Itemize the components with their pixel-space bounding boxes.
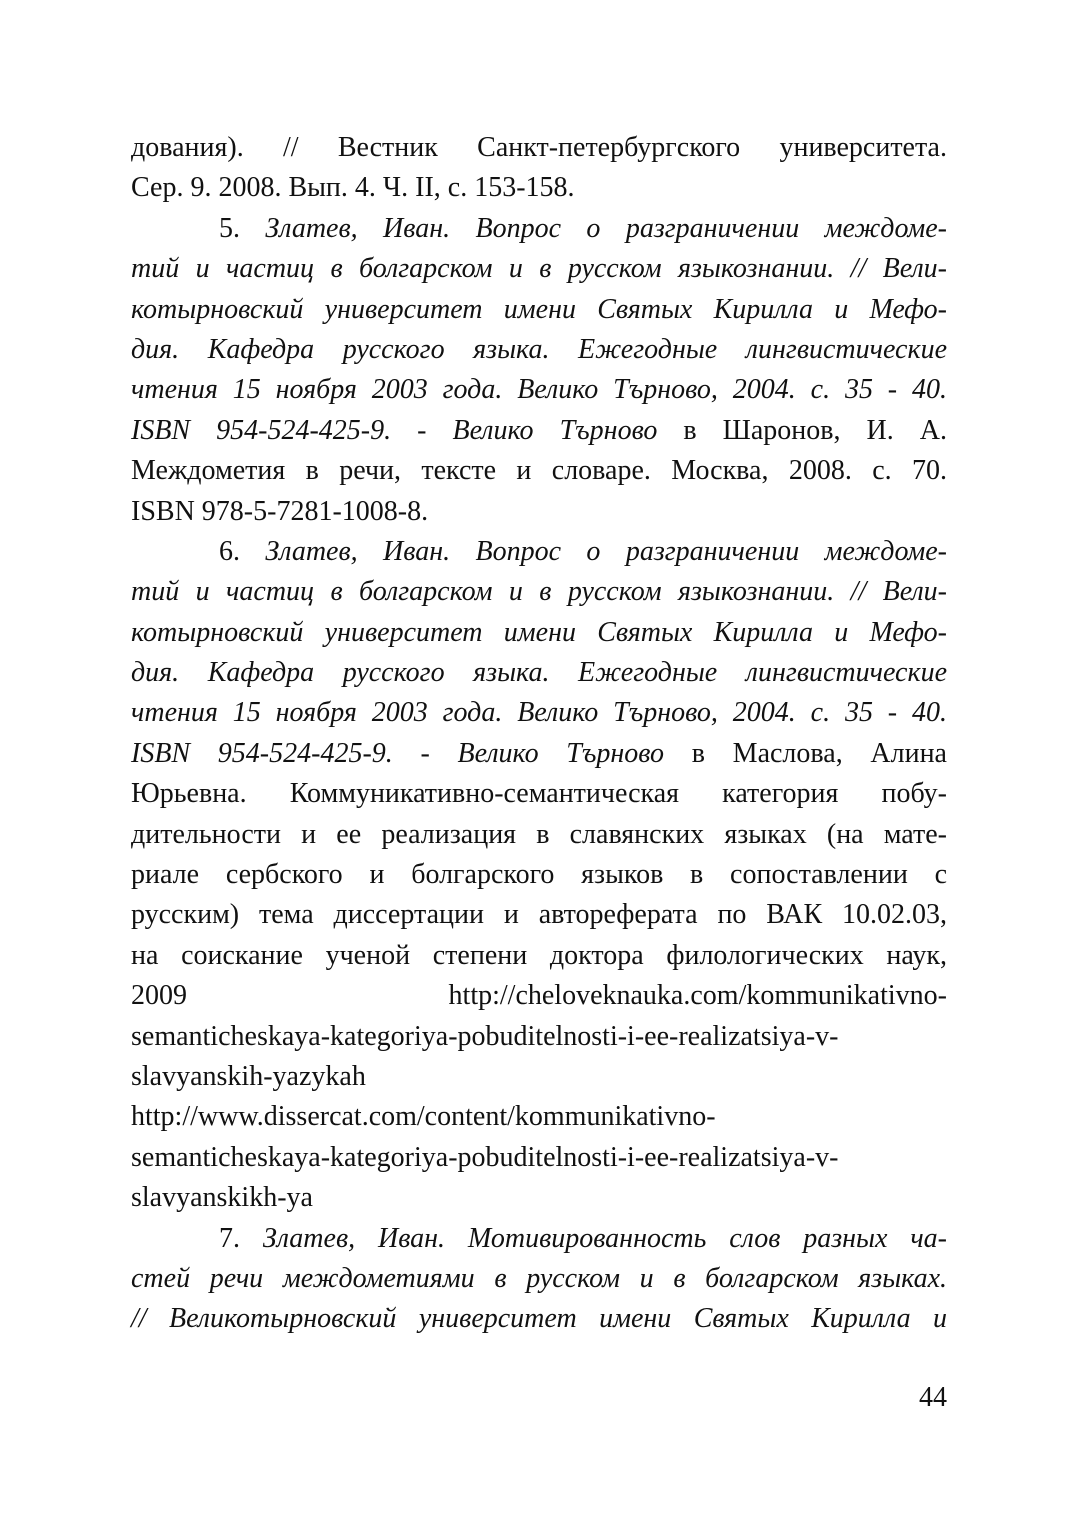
text-line: дия. Кафедра русского языка. Ежегодные лингвистические	[131, 333, 947, 365]
text-line: ISBN 954-524-425-9. - Велико Търново в Шаронов, И. А.	[131, 414, 947, 446]
reference-7-start: 7. Златев, Иван. Мотивированность слов разных ча-	[219, 1222, 947, 1254]
text-line: на соискание ученой степени доктора филологических наук,	[131, 939, 947, 971]
url-link: http://cheloveknauka.com/kommunikativno-	[448, 980, 947, 1012]
text-line: semanticheskaya-kategoriya-pobuditelnosti-i-ee-realizatsiya-v-	[131, 1141, 839, 1173]
text-line: // Великотырновский университет имени Святых Кирилла и	[131, 1303, 947, 1335]
text-line: риале сербского и болгарского языков в сопоставлении с	[131, 859, 947, 891]
text-line: тий и частиц в болгарском и в русском языкознании. // Вели-	[131, 576, 947, 608]
text-line: чтения 15 ноября 2003 года. Велико Търново, 2004. с. 35 - 40.	[131, 374, 947, 406]
reference-5-start: 5. Златев, Иван. Вопрос о разграничении междоме-	[219, 212, 947, 244]
text-line: ISBN 978-5-7281-1008-8.	[131, 495, 429, 527]
text-line: ISBN 954-524-425-9. - Велико Търново в Маслова, Алина	[131, 737, 947, 769]
text-line: Юрьевна. Коммуникативно-семантическая категория побу-	[131, 778, 947, 810]
text-line: 2009 http://cheloveknauka.com/kommunikativno-	[131, 980, 947, 1012]
text-line: тий и частиц в болгарском и в русском языкознании. // Вели-	[131, 253, 947, 285]
text-line	[131, 1097, 947, 1137]
text-line: slavyanskikh-ya	[131, 1182, 313, 1214]
text-line: котырновский университет имени Святых Кирилла и Мефо-	[131, 293, 947, 325]
text-line: Сер. 9. 2008. Вып. 4. Ч. II, с. 153-158.	[131, 172, 575, 204]
text-line: стей речи междометиями в русском и в болгарском языках.	[131, 1262, 947, 1294]
text-line: чтения 15 ноября 2003 года. Велико Търново, 2004. с. 35 - 40.	[131, 697, 947, 729]
text-line: semanticheskaya-kategoriya-pobuditelnosti-i-ee-realizatsiya-v-	[131, 1020, 839, 1052]
document-body	[131, 128, 947, 1340]
url-link: http://www.dissercat.com/content/kommunikativno-	[131, 1101, 716, 1133]
text-line: дования). // Вестник Санкт-петербургского университета.	[131, 132, 947, 163]
text-line: дительности и ее реализация в славянских языках (на мате-	[131, 818, 947, 850]
reference-6-start: 6. Златев, Иван. Вопрос о разграничении междоме-	[219, 535, 947, 567]
text-line: slavyanskih-yazykah	[131, 1060, 366, 1092]
text-line: котырновский университет имени Святых Кирилла и Мефо-	[131, 616, 947, 648]
text-line: Междометия в речи, тексте и словаре. Москва, 2008. с. 70.	[131, 455, 947, 487]
text-line: дия. Кафедра русского языка. Ежегодные лингвистические	[131, 657, 947, 689]
page-number: 44	[919, 1382, 947, 1413]
text-line: русским) тема диссертации и автореферата по ВАК 10.02.03,	[131, 899, 947, 931]
